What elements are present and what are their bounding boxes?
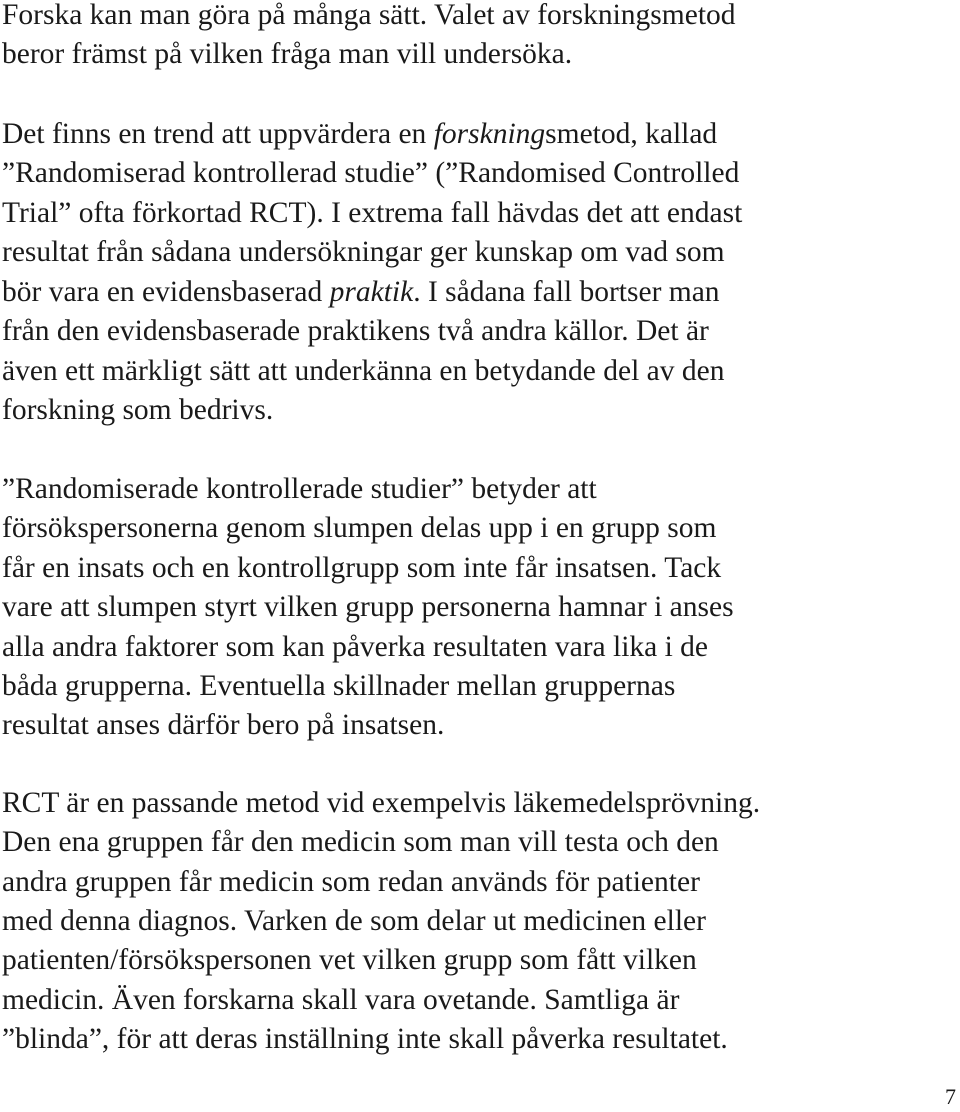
text-run: . I sådana fall bortser man bbox=[413, 276, 720, 308]
text-line: ”Randomiserad kontrollerad studie” (”Randomised Controlled bbox=[2, 157, 740, 189]
text-line: ”Randomiserade kontrollerade studier” betyder att bbox=[2, 473, 597, 505]
text-line: Forska kan man göra på många sätt. Valet av forskningsmetod bbox=[2, 0, 736, 31]
text-run: bör vara en evidensbaserad bbox=[2, 276, 330, 308]
text-line: med denna diagnos. Varken de som delar ut medicinen eller bbox=[2, 905, 706, 937]
text-line: försökspersonerna genom slumpen delas upp i en grupp som bbox=[2, 512, 717, 544]
text-line: Den ena gruppen får den medicin som man vill testa och den bbox=[2, 826, 719, 858]
text-line: även ett märkligt sätt att underkänna en betydande del av den bbox=[2, 355, 725, 387]
italic-term: forskning bbox=[433, 118, 546, 150]
text-line: ”blinda”, för att deras inställning inte skall påverka resultatet. bbox=[2, 1023, 728, 1055]
text-line: medicin. Även forskarna skall vara ovetande. Samtliga är bbox=[2, 984, 680, 1016]
text-run: Det finns en trend att uppvärdera en bbox=[2, 118, 434, 150]
text-line: resultat från sådana undersökningar ger kunskap om vad som bbox=[2, 236, 725, 268]
text-line: andra gruppen får medicin som redan används för patienter bbox=[2, 866, 700, 898]
text-line: patienten/försökspersonen vet vilken grupp som fått vilken bbox=[2, 944, 697, 976]
italic-term: praktik bbox=[329, 276, 414, 308]
text-line bbox=[2, 116, 717, 152]
text-line: vare att slumpen styrt vilken grupp personerna hamnar i anses bbox=[2, 591, 734, 623]
text-line: från den evidensbaserade praktikens två andra källor. Det är bbox=[2, 315, 709, 347]
text-line bbox=[2, 274, 720, 310]
text-line: får en insats och en kontrollgrupp som inte får insatsen. Tack bbox=[2, 552, 722, 584]
text-line: resultat anses därför bero på insatsen. bbox=[2, 709, 445, 741]
text-run: smetod, kallad bbox=[545, 118, 718, 150]
text-line: beror främst på vilken fråga man vill undersöka. bbox=[2, 38, 573, 70]
text-line: alla andra faktorer som kan påverka resultaten vara lika i de bbox=[2, 631, 709, 663]
page-number: 7 bbox=[945, 1084, 956, 1109]
text-line: Trial” ofta förkortad RCT). I extrema fall hävdas det att endast bbox=[2, 197, 743, 229]
text-line: RCT är en passande metod vid exempelvis läkemedelsprövning. bbox=[2, 787, 761, 819]
text-line: forskning som bedrivs. bbox=[2, 394, 274, 426]
text-line: båda grupperna. Eventuella skillnader mellan gruppernas bbox=[2, 670, 676, 702]
